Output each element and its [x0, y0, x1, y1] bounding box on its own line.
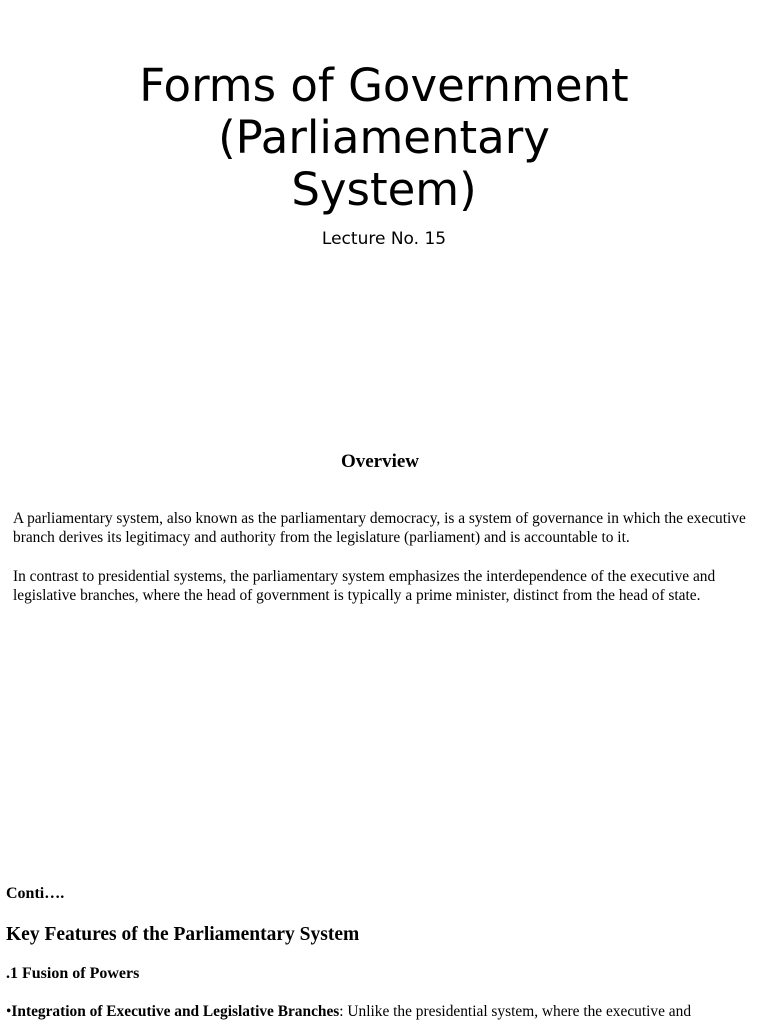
overview-paragraph-1: A parliamentary system, also known as the parliamentary democracy, is a system of governance in which the executive branch derives its legitimacy and authority from the legislature (parliament) and is accountable to it.: [13, 510, 746, 546]
bullet-term: Integration of Executive and Legislative Branches: [11, 1003, 340, 1020]
fusion-of-powers-heading: .1 Fusion of Powers: [6, 965, 140, 982]
slide-title-line-2: (Parliamentary: [218, 111, 550, 164]
bullet-marker: •: [6, 1003, 12, 1020]
slide-title-line-3: System): [291, 163, 477, 216]
bullet-text: : Unlike the presidential system, where the executive and: [339, 1003, 692, 1020]
lecture-subtitle: Lecture No. 15: [321, 229, 447, 249]
bullet-item: [6, 1002, 766, 1021]
continuation-label: Conti….: [6, 885, 65, 902]
overview-heading: Overview: [340, 451, 420, 472]
slide-title-line-1: Forms of Government: [139, 59, 629, 112]
overview-paragraph-2: In contrast to presidential systems, the parliamentary system emphasizes the interdependence of the executive and legislative branches, where the head of government is typically a prime minister, distinct from the head of state.: [13, 568, 716, 604]
slide-title: [0, 60, 768, 216]
key-features-heading: Key Features of the Parliamentary System: [6, 924, 360, 945]
